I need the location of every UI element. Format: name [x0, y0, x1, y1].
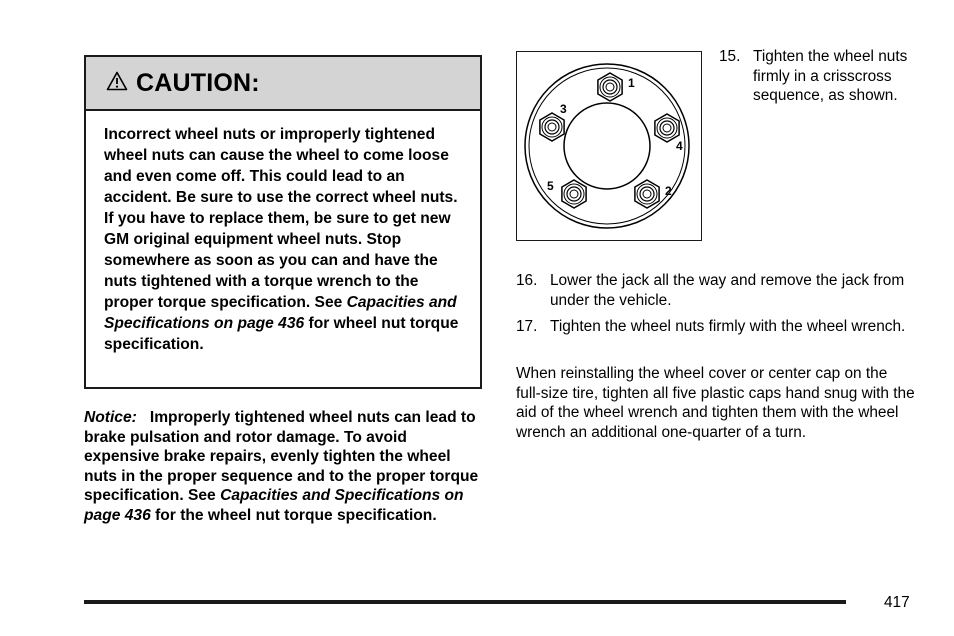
step-15 — [719, 47, 934, 106]
page-number: 417 — [884, 594, 910, 611]
caution-reference-link[interactable]: Capacities and Specifications on page 436 — [104, 294, 457, 332]
notice-suffix: for the wheel nut torque specification. — [150, 506, 437, 524]
warning-triangle-icon — [106, 71, 128, 91]
wheel-nut-4 — [655, 114, 679, 142]
nut-label-1: 1 — [628, 76, 635, 90]
wheel-nut-2 — [635, 180, 659, 208]
nut-label-5: 5 — [547, 179, 554, 193]
caution-box — [84, 55, 482, 389]
reinstall-paragraph: When reinstalling the wheel cover or center cap on the full-size tire, tighten all five plastic caps hand snug with the aid of the wheel wrench and tighten them with the wheel wrench an additional one-quarter of a turn. — [516, 365, 915, 441]
step-text: Lower the jack all the way and remove the jack from under the vehicle. — [550, 272, 905, 309]
nut-label-4: 4 — [676, 139, 683, 153]
caution-text: Incorrect wheel nuts or improperly tightened wheel nuts can cause the wheel to come loose and even come off. This could lead to an accident. Be sure to use the correct wheel nuts. If you have to replace them, be sure to get new GM original equipment wheel nuts. Stop somewhere as soon as you can and have the nuts tightened with a torque wrench to the proper torque specification. See — [104, 126, 458, 311]
step-number: 17. — [516, 318, 538, 335]
footer-rule — [84, 600, 846, 604]
notice-text: Improperly tightened wheel nuts can lead to brake pulsation and rotor damage. To avoid expensive brake repairs, evenly tighten the wheel nuts in the proper sequence and to the proper torque specification. See — [84, 409, 479, 505]
step-number: 15. — [719, 48, 741, 65]
caution-text-suffix: for wheel nut torque specification. — [104, 315, 459, 353]
wheel-nut-sequence-diagram — [516, 51, 702, 241]
wheel-nut-5 — [562, 180, 586, 208]
step-text: Tighten the wheel nuts firmly in a crisscross sequence, as shown. — [753, 48, 908, 105]
caution-title: CAUTION: — [136, 68, 260, 97]
nut-label-2: 2 — [665, 184, 672, 198]
step-number: 16. — [516, 272, 538, 289]
notice-reference-link[interactable]: Capacities and Specifications on page 436 — [84, 487, 464, 524]
caution-body — [86, 111, 480, 355]
wheel-hub-illustration — [517, 52, 701, 240]
notice-paragraph — [84, 408, 484, 526]
notice-label: Notice: — [84, 409, 137, 426]
nut-label-3: 3 — [560, 102, 567, 116]
step-16 — [516, 271, 916, 310]
wheel-nut-3 — [540, 113, 564, 141]
wheel-nut-1 — [598, 73, 622, 101]
caution-header — [86, 57, 480, 111]
wheel-center-hole — [564, 103, 650, 189]
step-17 — [516, 317, 916, 337]
step-text: Tighten the wheel nuts firmly with the wheel wrench. — [550, 318, 906, 335]
